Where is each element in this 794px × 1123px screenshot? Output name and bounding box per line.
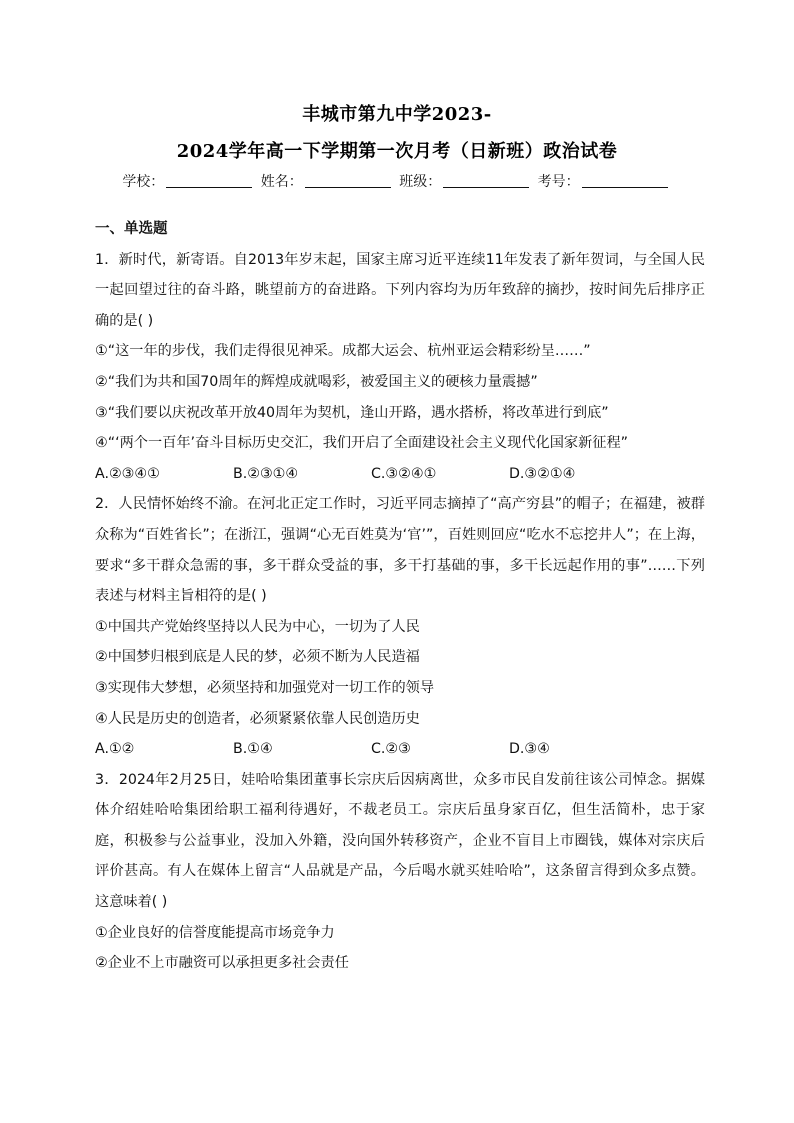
name-field [261, 171, 391, 191]
statement: ③实现伟大梦想，必须坚持和加强党对一切工作的领导 [95, 679, 435, 696]
exam-number-label: 考号： [537, 174, 580, 190]
question-1 [95, 245, 705, 490]
exam-content [95, 214, 705, 979]
student-info-row [0, 171, 794, 191]
exam-title-line-1: 丰城市第九中学2023- [302, 104, 492, 125]
name-label: 姓名： [260, 174, 303, 190]
option-b: B.①④ [233, 741, 273, 758]
class-field [399, 171, 529, 191]
school-field [122, 171, 252, 191]
exam-number-field [538, 171, 668, 191]
school-blank [166, 173, 252, 188]
statement: ②企业不上市融资可以承担更多社会责任 [95, 955, 349, 972]
name-blank [305, 173, 391, 188]
option-c: C.②③ [371, 741, 411, 758]
option-a: A.②③④① [95, 465, 160, 482]
option-a: A.①② [95, 741, 135, 758]
question-stem: 2．人民情怀始终不渝。在河北正定工作时，习近平同志摘掉了“高产穷县”的帽子；在福建，被群众称为“百姓省长”；在浙江，强调“心无百姓莫为‘官’”，百姓则回应“吃水不忘挖井人”；在上海，要求“多干群众急需的事，多干群众受益的事，多干打基础的事，多干长远起作用的事”……下列表述与材料主旨相符的是( ) [95, 496, 706, 605]
class-blank [443, 173, 529, 188]
section-heading: 一、单选题 [95, 221, 168, 237]
option-d: D.③②①④ [509, 465, 576, 482]
question-stem: 3．2024年2月25日，娃哈哈集团董事长宗庆后因病离世，众多市民自发前往该公司悼念。据媒体介绍娃哈哈集团给职工福利待遇好，不裁老员工。宗庆后虽身家百亿，但生活简朴，忠于家庭，积极参与公益事业，没加入外籍，没向国外转移资产，企业不盲目上市圈钱，媒体对宗庆后评价甚高。有人在媒体上留言“人品就是产品，今后喝水就买娃哈哈”，这条留言得到众多点赞。这意味着( ) [95, 771, 705, 911]
question-stem: 1．新时代，新寄语。自2013年岁末起，国家主席习近平连续11年发表了新年贺词，与全国人民一起回望过往的奋斗路，眺望前方的奋进路。下列内容均为历年致辞的摘抄，按时间先后排序正确的是( ) [95, 251, 705, 329]
statement: ④“‘两个一百年’奋斗目标历史交汇，我们开启了全面建设社会主义现代化国家新征程” [95, 435, 629, 452]
statement: ②“我们为共和国70周年的辉煌成就喝彩，被爱国主义的硬核力量震撼” [95, 373, 538, 390]
statement: ①企业良好的信誉度能提高市场竞争力 [95, 924, 335, 941]
statement: ①中国共产党始终坚持以人民为中心，一切为了人民 [95, 618, 420, 635]
option-d: D.③④ [509, 741, 550, 758]
option-b: B.②③①④ [233, 465, 299, 482]
option-c: C.③②④① [371, 465, 437, 482]
question-2 [95, 489, 705, 764]
answer-options [95, 459, 705, 490]
school-label: 学校： [122, 174, 165, 190]
answer-options [95, 734, 705, 765]
statement: ③“我们要以庆祝改革开放40周年为契机，逢山开路，遇水搭桥，将改革进行到底” [95, 404, 609, 421]
statement: ②中国梦归根到底是人民的梦，必须不断为人民造福 [95, 649, 420, 666]
exam-number-blank [582, 173, 668, 188]
class-label: 班级： [399, 174, 442, 190]
statement: ④人民是历史的创造者，必须紧紧依靠人民创造历史 [95, 710, 420, 727]
statement: ①“这一年的步伐，我们走得很见神采。成都大运会、杭州亚运会精彩纷呈……” [95, 343, 591, 360]
question-3 [95, 765, 705, 979]
exam-title-line-2: 2024学年高一下学期第一次月考（日新班）政治试卷 [176, 141, 618, 162]
